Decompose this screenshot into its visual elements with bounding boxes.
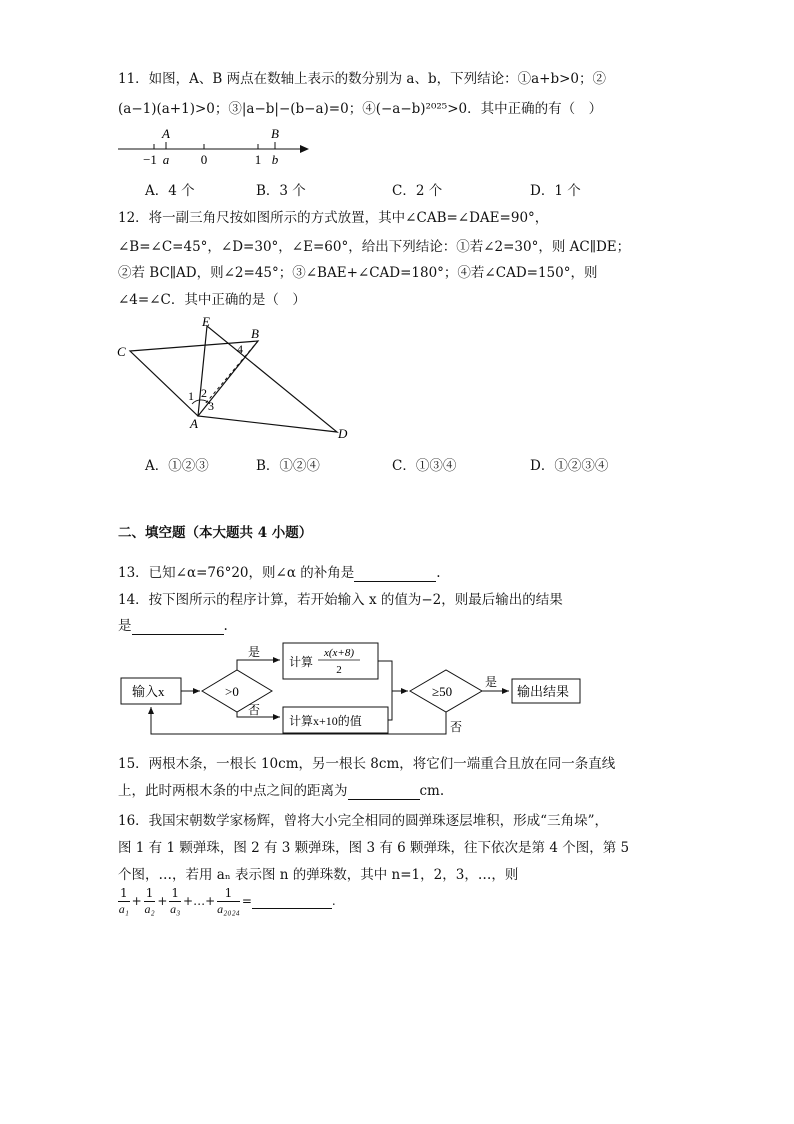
q12-option-c: C．①③④: [392, 458, 457, 474]
q14-line2: [118, 614, 228, 635]
q13-text: [118, 561, 441, 582]
q15-line2: [118, 779, 444, 800]
vertex-e: E: [202, 314, 210, 329]
q11-line1: 11．如图，A、B 两点在数轴上表示的数分别为 a、b，下列结论：①a+b>0；②: [118, 71, 607, 87]
q12-option-d: D．①②③④: [530, 458, 609, 474]
q16-end: .: [331, 894, 336, 908]
vertex-c: C: [117, 344, 126, 359]
flow-calc1-den: 2: [336, 664, 342, 676]
triangle-rulers-figure: [112, 310, 362, 445]
q15-line2-start: 上，此时两根木条的中点之间的距离为: [118, 783, 348, 799]
q12-line2: ∠B=∠C=45°，∠D=30°，∠E=60°，给出下列结论：①若∠2=30°，则 AC∥DE；: [118, 239, 631, 255]
q16-sum-expression: $\frac{1}{\text{a₁}}$ + $\frac{1}{\text{a₂}}$ + $\frac{1}{\text{a₃}}$ +…+ $\frac{1}{\text{a₂₀₂₄}}$ = .: [118, 886, 336, 916]
tick-0: 0: [200, 152, 208, 167]
fraction-2: $\frac{1}{\text{a₂}}$: [144, 886, 155, 916]
q14-line1: 14．按下图所示的程序计算，若开始输入 x 的值为−2，则最后输出的结果: [118, 592, 563, 608]
flow-cond2: ≥50: [432, 684, 453, 699]
fraction-1: $\frac{1}{\text{a₁}}$: [118, 886, 129, 916]
point-b-label: B: [271, 126, 279, 141]
angle-3-label: 3: [208, 399, 214, 413]
vertex-a: A: [190, 416, 198, 431]
q14-line2-end: .: [223, 618, 228, 634]
q12-line1: 12．将一副三角尺按如图所示的方式放置，其中∠CAB=∠DAE=90°，: [118, 210, 549, 226]
flow-input: 输入x: [132, 684, 165, 699]
q16-line3: 个图，…，若用 aₙ 表示图 n 的弹珠数，其中 n=1，2，3，…，则: [118, 867, 519, 883]
q15-line1: 15．两根木条，一根长 10cm，另一根长 8cm，将它们一端重合且放在同一条直线: [118, 756, 616, 772]
flowchart: [112, 636, 592, 740]
q16-line1: 16．我国宋朝数学家杨辉，曾将大小完全相同的圆弹珠逐层堆积，形成“三角垛”，: [118, 813, 608, 829]
angle-4-label: 4: [237, 342, 243, 356]
q11-option-d: D．1 个: [530, 183, 581, 199]
q11-option-b: B．3 个: [256, 183, 306, 199]
angle-2-label: 2: [201, 386, 207, 400]
tick-b: b: [271, 152, 279, 167]
answer-blank-15[interactable]: [348, 783, 420, 800]
q16-dots: +…+: [183, 894, 216, 908]
q13-end: .: [436, 565, 441, 581]
q16-equals: =: [241, 894, 252, 908]
flow-cond1: >0: [225, 684, 239, 699]
flow-yes2: 是: [485, 675, 498, 689]
q13-stem: 13．已知∠α=76°20，则∠α 的补角是: [118, 565, 355, 581]
flow-calc2: 计算x+10的值: [289, 714, 362, 728]
q11-option-a: A．4 个: [145, 183, 195, 199]
answer-blank-14[interactable]: [132, 618, 224, 635]
flow-yes1: 是: [248, 645, 261, 659]
answer-blank-16[interactable]: [252, 894, 332, 909]
flow-output: 输出结果: [517, 684, 570, 699]
q16-line2: 图 1 有 1 颗弹珠，图 2 有 3 颗弹珠，图 3 有 6 颗弹珠，往下依次是第 4 个图，第 5: [118, 840, 630, 856]
fraction-3: $\frac{1}{\text{a₃}}$: [170, 886, 181, 916]
flow-no1: 否: [248, 703, 261, 717]
q12-option-a: A．①②③: [145, 458, 209, 474]
q12-line3: ②若 BC∥AD，则∠2=45°；③∠BAE+∠CAD=180°；④若∠CAD=150°，则: [118, 265, 598, 281]
tick-1: 1: [254, 152, 262, 167]
vertex-d: D: [338, 426, 348, 441]
angle-1-label: 1: [188, 389, 194, 403]
arrow-right-icon: [300, 145, 309, 153]
q12-option-b: B．①②④: [256, 458, 320, 474]
flow-calc1-prefix: 计算: [289, 655, 314, 669]
q11-option-c: C．2 个: [392, 183, 443, 199]
q11-line2: (a−1)(a+1)>0；③|a−b|−(b−a)=0；④(−a−b)²⁰²⁵>0．其中正确的有（ ）: [118, 101, 603, 117]
point-a-label: A: [162, 126, 170, 141]
section-title: 二、填空题（本大题共 4 小题）: [118, 525, 313, 541]
answer-blank-13[interactable]: [354, 565, 436, 582]
q14-line2-start: 是: [118, 618, 132, 634]
vertex-b: B: [251, 326, 259, 341]
flow-calc1-num: x(x+8): [323, 647, 355, 659]
tick-a: a: [162, 152, 170, 167]
fraction-4: $\frac{1}{\text{a₂₀₂₄}}$: [217, 886, 240, 916]
tick-minus1: −1: [143, 152, 157, 167]
flow-no2: 否: [450, 720, 463, 734]
q15-line2-end: cm.: [419, 783, 445, 799]
number-line-figure: [112, 122, 312, 168]
q12-line4: ∠4=∠C．其中正确的是（ ）: [118, 292, 306, 308]
